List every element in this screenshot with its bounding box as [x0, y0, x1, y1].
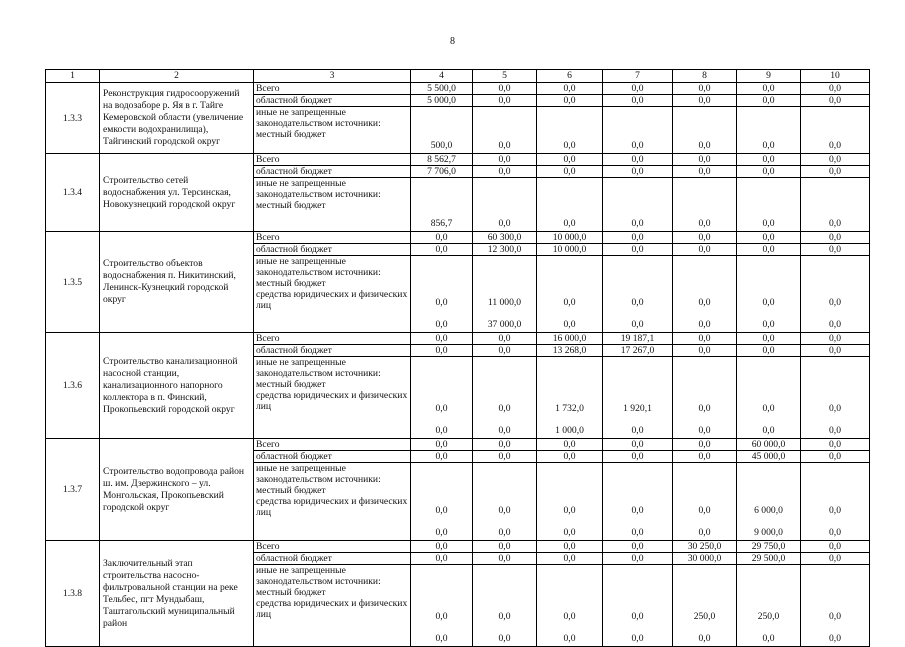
value-cell-group [603, 565, 673, 647]
value-cell: 0,0 [698, 527, 711, 538]
item-code: 1.3.6 [46, 333, 100, 439]
value-cell: 0,0 [603, 541, 673, 553]
value-cell-group [411, 256, 473, 333]
item-code: 1.3.5 [46, 232, 100, 333]
value-cell: 0,0 [829, 297, 841, 308]
value-cell: 0,0 [498, 633, 511, 644]
value-cell: 0,0 [673, 154, 737, 166]
value-cell: 1 920,1 [623, 403, 652, 414]
value-cell: 0,0 [473, 166, 537, 178]
value-cell: 0,0 [498, 218, 511, 229]
value-cell: 30 000,0 [673, 553, 737, 565]
value-cell: 60 000,0 [737, 439, 801, 451]
source-line-label: местный бюджет [256, 278, 326, 289]
value-cell-group [473, 357, 537, 439]
value-cell: 0,0 [829, 218, 841, 229]
value-cell: 0,0 [498, 425, 511, 436]
value-cell: 0,0 [473, 333, 537, 345]
value-cell: 0,0 [435, 297, 448, 308]
value-cell: 0,0 [563, 505, 576, 516]
item-code: 1.3.7 [46, 439, 100, 541]
value-cell-group [737, 256, 801, 333]
value-cell-group [473, 565, 537, 647]
value-cell-group [673, 107, 737, 154]
value-cell: 0,0 [737, 345, 801, 357]
source-other-cell [254, 565, 411, 647]
value-cell: 0,0 [537, 541, 603, 553]
value-cell: 0,0 [603, 166, 673, 178]
value-cell: 0,0 [762, 425, 775, 436]
source-other-label: иные не запрещенные законодательством источники: [256, 256, 381, 278]
value-cell-group [673, 565, 737, 647]
item-name: Строительство канализационной насосной станции, канализационного напорного коллектора в п. Финский, Прокопьевский городской округ [100, 333, 254, 439]
header-cell: 4 [411, 70, 473, 83]
value-cell: 500,0 [430, 140, 453, 151]
value-cell-group [737, 565, 801, 647]
source-regional-label: областной бюджет [254, 95, 411, 107]
value-cell: 0,0 [762, 218, 775, 229]
value-cell: 17 267,0 [603, 345, 673, 357]
value-cell: 29 750,0 [737, 541, 801, 553]
header-cell: 1 [46, 70, 100, 83]
value-cell: 0,0 [631, 140, 644, 151]
value-cell-group [537, 565, 603, 647]
value-cell: 0,0 [829, 527, 841, 538]
value-cell: 9 000,0 [754, 527, 783, 538]
source-total-label: Всего [254, 541, 411, 553]
value-cell: 0,0 [801, 232, 870, 244]
table-row [46, 83, 870, 95]
value-cell: 0,0 [698, 140, 711, 151]
value-cell: 0,0 [537, 439, 603, 451]
value-cell: 0,0 [762, 297, 775, 308]
value-cell: 5 000,0 [411, 95, 473, 107]
value-cell: 0,0 [829, 140, 841, 151]
header-cell: 2 [100, 70, 254, 83]
value-cell-group [673, 463, 737, 541]
value-cell: 0,0 [673, 244, 737, 256]
value-cell: 5 500,0 [411, 83, 473, 95]
value-cell-group [801, 463, 870, 541]
value-cell-group [673, 357, 737, 439]
value-cell: 0,0 [762, 140, 775, 151]
value-cell: 0,0 [498, 611, 511, 622]
value-cell: 0,0 [563, 611, 576, 622]
value-cell: 0,0 [498, 527, 511, 538]
source-line-label: местный бюджет [256, 485, 326, 496]
value-cell: 0,0 [603, 244, 673, 256]
value-cell: 45 000,0 [737, 451, 801, 463]
value-cell: 0,0 [435, 505, 448, 516]
value-cell: 0,0 [673, 345, 737, 357]
item-code: 1.3.4 [46, 154, 100, 232]
source-line-label: средства юридических и физических лиц [256, 598, 408, 620]
value-cell: 0,0 [603, 451, 673, 463]
value-cell: 0,0 [801, 333, 870, 345]
value-cell: 0,0 [737, 333, 801, 345]
header-cell: 7 [603, 70, 673, 83]
value-cell: 856,7 [430, 218, 453, 229]
value-cell: 0,0 [411, 451, 473, 463]
source-line-label: средства юридических и физических лиц [256, 496, 408, 518]
value-cell: 0,0 [737, 83, 801, 95]
value-cell: 0,0 [673, 439, 737, 451]
table-row [46, 232, 870, 244]
value-cell: 250,0 [757, 611, 780, 622]
item-name: Заключительный этап строительства насосно-фильтровальной станции на реке Тельбес, пгт Мундыбаш, Таштагольский муниципальный район [100, 541, 254, 647]
value-cell: 0,0 [631, 633, 644, 644]
value-cell: 0,0 [603, 553, 673, 565]
value-cell: 0,0 [411, 439, 473, 451]
value-cell-group [411, 357, 473, 439]
value-cell-group [737, 463, 801, 541]
value-cell-group [603, 178, 673, 232]
value-cell-group [801, 565, 870, 647]
value-cell: 10 000,0 [537, 244, 603, 256]
budget-table [45, 69, 870, 647]
value-cell: 0,0 [473, 541, 537, 553]
source-total-label: Всего [254, 333, 411, 345]
value-cell-group [603, 107, 673, 154]
value-cell: 60 300,0 [473, 232, 537, 244]
source-regional-label: областной бюджет [254, 166, 411, 178]
value-cell: 0,0 [498, 505, 511, 516]
value-cell: 0,0 [603, 95, 673, 107]
source-other-cell [254, 463, 411, 541]
item-code: 1.3.8 [46, 541, 100, 647]
value-cell: 0,0 [631, 527, 644, 538]
value-cell: 0,0 [829, 425, 841, 436]
value-cell: 0,0 [411, 541, 473, 553]
value-cell: 0,0 [673, 333, 737, 345]
value-cell-group [411, 565, 473, 647]
value-cell: 0,0 [473, 154, 537, 166]
source-regional-label: областной бюджет [254, 553, 411, 565]
source-other-label: иные не запрещенные законодательством источники: [256, 565, 381, 587]
value-cell-group [411, 107, 473, 154]
source-other-cell [254, 178, 411, 232]
source-regional-label: областной бюджет [254, 244, 411, 256]
value-cell: 0,0 [631, 611, 644, 622]
value-cell: 0,0 [762, 403, 775, 414]
value-cell: 0,0 [435, 527, 448, 538]
value-cell: 0,0 [829, 319, 841, 330]
value-cell: 0,0 [762, 319, 775, 330]
value-cell: 0,0 [435, 425, 448, 436]
value-cell-group [411, 178, 473, 232]
value-cell: 0,0 [473, 553, 537, 565]
value-cell-group [603, 256, 673, 333]
source-regional-label: областной бюджет [254, 345, 411, 357]
value-cell-group [603, 463, 673, 541]
source-regional-label: областной бюджет [254, 451, 411, 463]
value-cell-group [473, 256, 537, 333]
value-cell: 0,0 [411, 345, 473, 357]
source-line-label: местный бюджет [256, 379, 326, 390]
value-cell-group [537, 357, 603, 439]
value-cell: 0,0 [801, 154, 870, 166]
value-cell: 0,0 [698, 297, 711, 308]
value-cell: 0,0 [473, 439, 537, 451]
value-cell-group [673, 178, 737, 232]
value-cell: 250,0 [693, 611, 716, 622]
value-cell: 0,0 [801, 83, 870, 95]
value-cell: 0,0 [698, 403, 711, 414]
value-cell: 16 000,0 [537, 333, 603, 345]
value-cell: 0,0 [473, 95, 537, 107]
value-cell: 0,0 [737, 95, 801, 107]
header-cell: 5 [473, 70, 537, 83]
value-cell-group [737, 357, 801, 439]
item-name: Реконструкция гидросооружений на водозаборе р. Яя в г. Тайге Кемеровской области (увеличение емкости водохранилища), Тайгинский городской округ [100, 83, 254, 154]
value-cell-group [537, 178, 603, 232]
table-row [46, 541, 870, 553]
value-cell: 0,0 [698, 633, 711, 644]
value-cell: 13 268,0 [537, 345, 603, 357]
value-cell: 0,0 [801, 244, 870, 256]
value-cell-group [801, 107, 870, 154]
table-row [46, 439, 870, 451]
value-cell: 0,0 [473, 451, 537, 463]
value-cell-group [411, 463, 473, 541]
value-cell-group [801, 256, 870, 333]
header-cell: 9 [737, 70, 801, 83]
value-cell: 0,0 [435, 633, 448, 644]
value-cell: 0,0 [698, 218, 711, 229]
value-cell: 0,0 [829, 611, 841, 622]
value-cell: 0,0 [737, 244, 801, 256]
value-cell: 0,0 [829, 403, 841, 414]
value-cell-group [801, 178, 870, 232]
source-line-label: местный бюджет [256, 129, 326, 140]
value-cell: 19 187,1 [603, 333, 673, 345]
header-cell: 3 [254, 70, 411, 83]
value-cell: 0,0 [631, 218, 644, 229]
value-cell: 0,0 [801, 451, 870, 463]
header-row [46, 70, 870, 83]
value-cell: 0,0 [563, 218, 576, 229]
value-cell: 0,0 [673, 83, 737, 95]
value-cell: 7 706,0 [411, 166, 473, 178]
value-cell-group [737, 178, 801, 232]
value-cell: 0,0 [631, 297, 644, 308]
value-cell: 0,0 [537, 553, 603, 565]
value-cell: 10 000,0 [537, 232, 603, 244]
item-name: Строительство сетей водоснабжения ул. Терсинская, Новокузнецкий городской округ [100, 154, 254, 232]
table-row [46, 333, 870, 345]
value-cell: 0,0 [537, 451, 603, 463]
value-cell: 12 300,0 [473, 244, 537, 256]
source-other-label: иные не запрещенные законодательством источники: [256, 463, 381, 485]
value-cell: 6 000,0 [754, 505, 783, 516]
value-cell: 0,0 [435, 611, 448, 622]
value-cell: 0,0 [801, 166, 870, 178]
value-cell-group [473, 463, 537, 541]
value-cell: 0,0 [737, 166, 801, 178]
value-cell: 0,0 [673, 166, 737, 178]
value-cell-group [537, 463, 603, 541]
value-cell: 0,0 [698, 319, 711, 330]
value-cell-group [473, 107, 537, 154]
source-other-label: иные не запрещенные законодательством источники: [256, 107, 381, 129]
value-cell: 0,0 [411, 333, 473, 345]
value-cell: 0,0 [737, 154, 801, 166]
value-cell-group [473, 178, 537, 232]
source-other-label: иные не запрещенные законодательством источники: [256, 357, 381, 379]
value-cell-group [537, 107, 603, 154]
source-line-label: местный бюджет [256, 200, 326, 211]
value-cell: 0,0 [537, 166, 603, 178]
value-cell: 37 000,0 [487, 319, 522, 330]
value-cell: 0,0 [603, 439, 673, 451]
value-cell-group [801, 357, 870, 439]
source-total-label: Всего [254, 154, 411, 166]
value-cell: 0,0 [801, 541, 870, 553]
value-cell-group [537, 256, 603, 333]
value-cell: 0,0 [498, 140, 511, 151]
value-cell: 0,0 [698, 505, 711, 516]
value-cell: 0,0 [631, 505, 644, 516]
source-line-label: средства юридических и физических лиц [256, 390, 408, 412]
value-cell: 0,0 [537, 154, 603, 166]
table-row [46, 154, 870, 166]
source-other-cell [254, 107, 411, 154]
value-cell-group [673, 256, 737, 333]
value-cell: 0,0 [698, 425, 711, 436]
value-cell: 0,0 [673, 95, 737, 107]
value-cell: 0,0 [603, 232, 673, 244]
value-cell: 0,0 [631, 425, 644, 436]
header-cell: 8 [673, 70, 737, 83]
value-cell: 0,0 [411, 244, 473, 256]
header-cell: 10 [801, 70, 870, 83]
value-cell: 0,0 [473, 345, 537, 357]
value-cell: 0,0 [737, 232, 801, 244]
value-cell: 0,0 [563, 633, 576, 644]
value-cell: 0,0 [673, 232, 737, 244]
value-cell: 8 562,7 [411, 154, 473, 166]
value-cell: 0,0 [801, 345, 870, 357]
header-cell: 6 [537, 70, 603, 83]
value-cell: 0,0 [563, 297, 576, 308]
value-cell: 0,0 [801, 439, 870, 451]
value-cell: 0,0 [801, 95, 870, 107]
value-cell: 0,0 [603, 154, 673, 166]
value-cell: 0,0 [762, 633, 775, 644]
value-cell: 0,0 [673, 451, 737, 463]
value-cell: 0,0 [829, 505, 841, 516]
value-cell: 11 000,0 [487, 297, 522, 308]
value-cell: 0,0 [563, 140, 576, 151]
value-cell: 1 000,0 [555, 425, 584, 436]
source-other-cell [254, 357, 411, 439]
value-cell: 30 250,0 [673, 541, 737, 553]
value-cell-group [603, 357, 673, 439]
source-total-label: Всего [254, 439, 411, 451]
value-cell: 0,0 [411, 232, 473, 244]
value-cell: 0,0 [631, 319, 644, 330]
value-cell: 0,0 [435, 319, 448, 330]
value-cell: 0,0 [801, 553, 870, 565]
value-cell-group [737, 107, 801, 154]
value-cell: 0,0 [473, 83, 537, 95]
value-cell: 0,0 [435, 403, 448, 414]
value-cell: 0,0 [537, 95, 603, 107]
value-cell: 0,0 [563, 319, 576, 330]
value-cell: 29 500,0 [737, 553, 801, 565]
source-other-cell [254, 256, 411, 333]
value-cell: 0,0 [829, 633, 841, 644]
item-name: Строительство водопровода район ш. им. Дзержинского – ул. Монгольская, Прокопьевский городской округ [100, 439, 254, 541]
source-line-label: местный бюджет [256, 587, 326, 598]
value-cell: 0,0 [537, 83, 603, 95]
item-name: Строительство объектов водоснабжения п. Никитинский, Ленинск-Кузнецкий городской округ [100, 232, 254, 333]
source-other-label: иные не запрещенные законодательством источники: [256, 178, 381, 200]
value-cell: 1 732,0 [555, 403, 584, 414]
source-total-label: Всего [254, 83, 411, 95]
source-total-label: Всего [254, 232, 411, 244]
value-cell: 0,0 [603, 83, 673, 95]
page-number: 8 [450, 36, 455, 47]
value-cell: 0,0 [498, 403, 511, 414]
value-cell: 0,0 [411, 553, 473, 565]
value-cell: 0,0 [563, 527, 576, 538]
source-line-label: средства юридических и физических лиц [256, 289, 408, 311]
item-code: 1.3.3 [46, 83, 100, 154]
